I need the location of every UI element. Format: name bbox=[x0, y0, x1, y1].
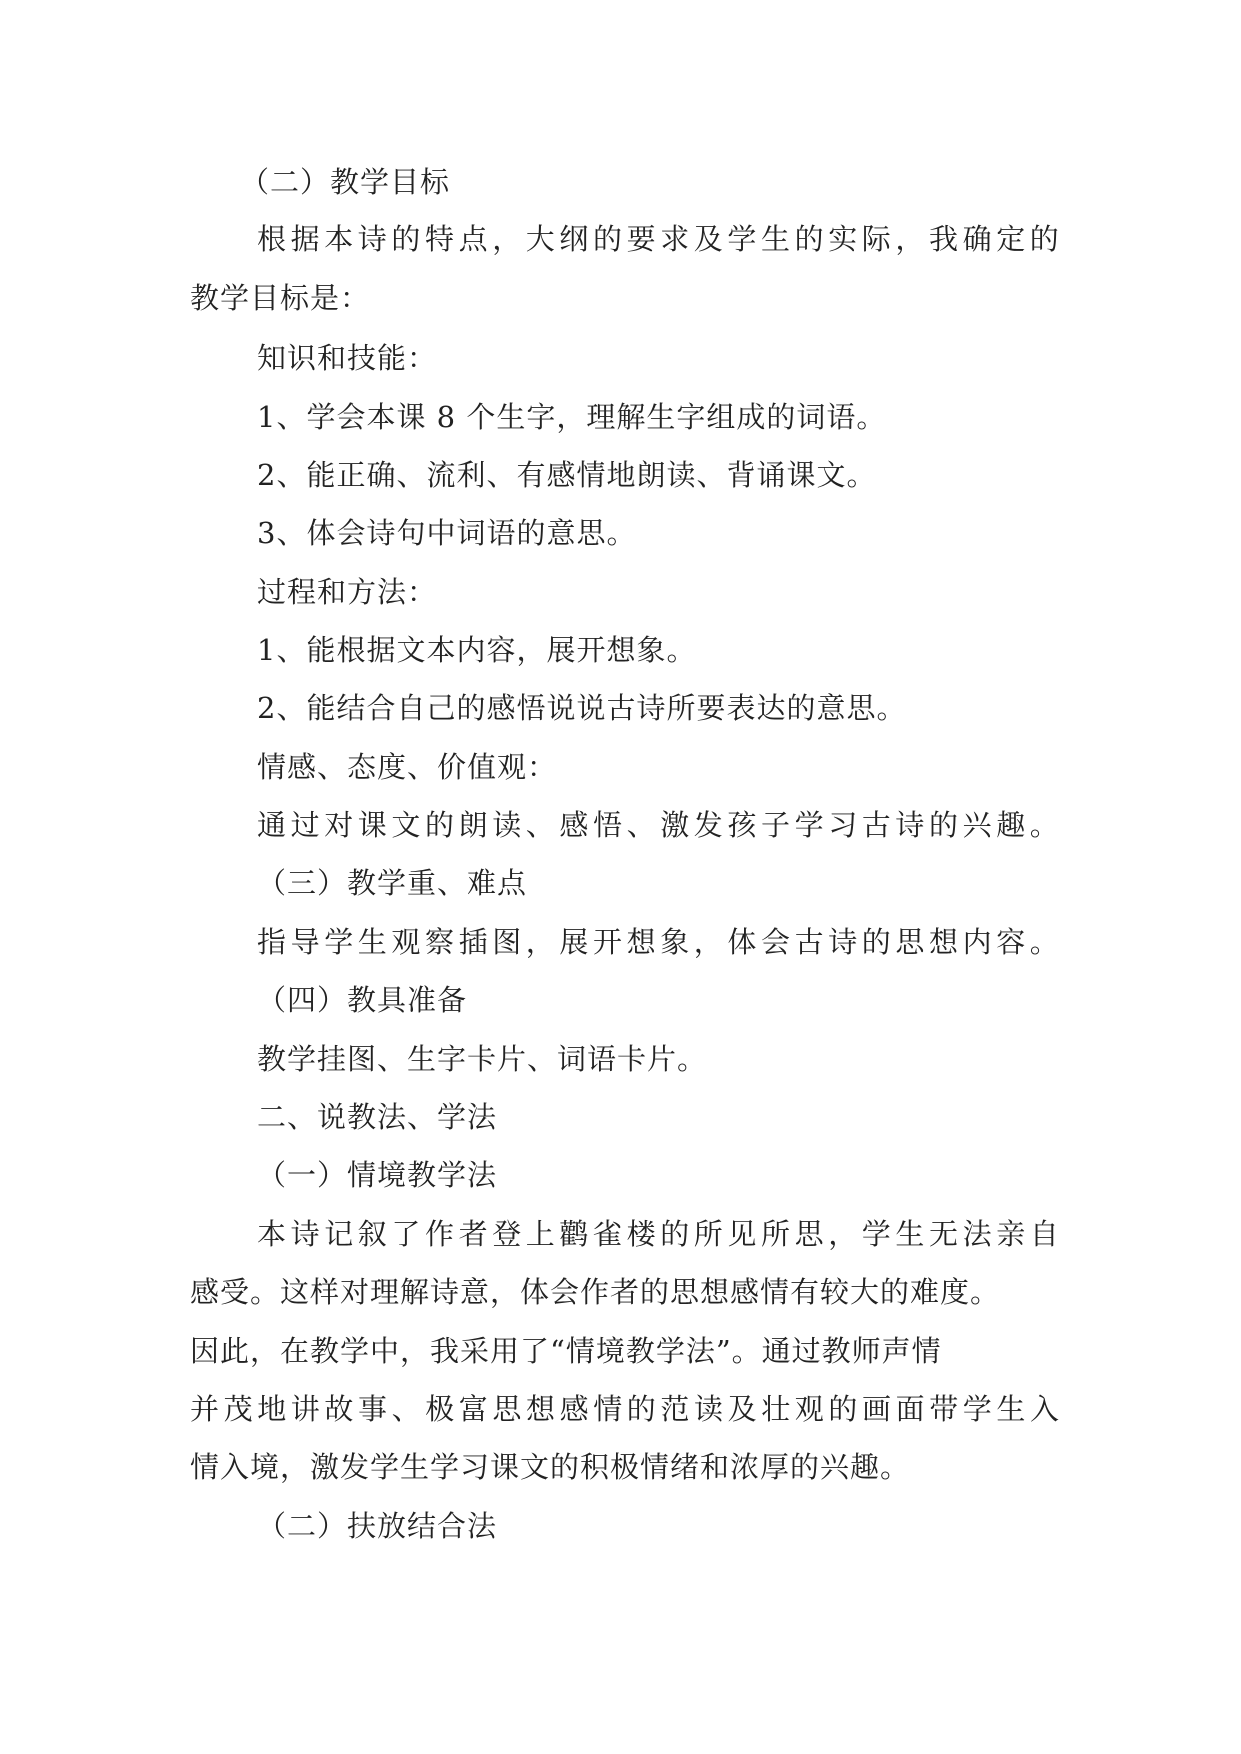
heading-situational-method: （一）情境教学法 bbox=[257, 1158, 498, 1192]
paragraph-line: 本诗记叙了作者登上鹳雀楼的所见所思，学生无法亲自 bbox=[257, 1217, 1064, 1251]
paragraph-line: 教学目标是： bbox=[190, 281, 371, 315]
list-item: 3、体会诗句中词语的意思。 bbox=[257, 516, 637, 550]
subheading-knowledge-skills: 知识和技能： bbox=[257, 341, 438, 375]
list-item: 1、学会本课 8 个生字，理解生字组成的词语。 bbox=[257, 400, 887, 434]
paragraph-line: 并茂地讲故事、极富思想感情的范读及壮观的画面带学生入 bbox=[190, 1392, 1064, 1426]
paragraph-line: 情入境，激发学生学习课文的积极情绪和浓厚的兴趣。 bbox=[190, 1450, 911, 1484]
paragraph-line: 因此，在教学中，我采用了“情境教学法”。通过教师声情 bbox=[190, 1334, 942, 1368]
list-item: 2、能结合自己的感悟说说古诗所要表达的意思。 bbox=[257, 691, 907, 725]
heading-teaching-goals: （二）教学目标 bbox=[240, 165, 451, 199]
subheading-process-method: 过程和方法： bbox=[257, 575, 438, 609]
paragraph-line: 通过对课文的朗读、感悟、激发孩子学习古诗的兴趣。 bbox=[257, 808, 1064, 842]
heading-key-difficulties: （三）教学重、难点 bbox=[257, 866, 528, 900]
heading-teaching-aids: （四）教具准备 bbox=[257, 983, 468, 1017]
list-item: 2、能正确、流利、有感情地朗读、背诵课文。 bbox=[257, 458, 877, 492]
paragraph-line: 教学挂图、生字卡片、词语卡片。 bbox=[257, 1042, 708, 1076]
paragraph-line: 指导学生观察插图，展开想象，体会古诗的思想内容。 bbox=[257, 925, 1064, 959]
paragraph-line: 感受。这样对理解诗意，体会作者的思想感情有较大的难度。 bbox=[190, 1275, 1001, 1309]
heading-guided-release-method: （二）扶放结合法 bbox=[257, 1509, 498, 1543]
paragraph-line: 根据本诗的特点，大纲的要求及学生的实际，我确定的 bbox=[257, 222, 1064, 256]
subheading-emotion-values: 情感、态度、价值观： bbox=[257, 750, 558, 784]
heading-teaching-methods: 二、说教法、学法 bbox=[257, 1100, 498, 1134]
list-item: 1、能根据文本内容，展开想象。 bbox=[257, 633, 697, 667]
